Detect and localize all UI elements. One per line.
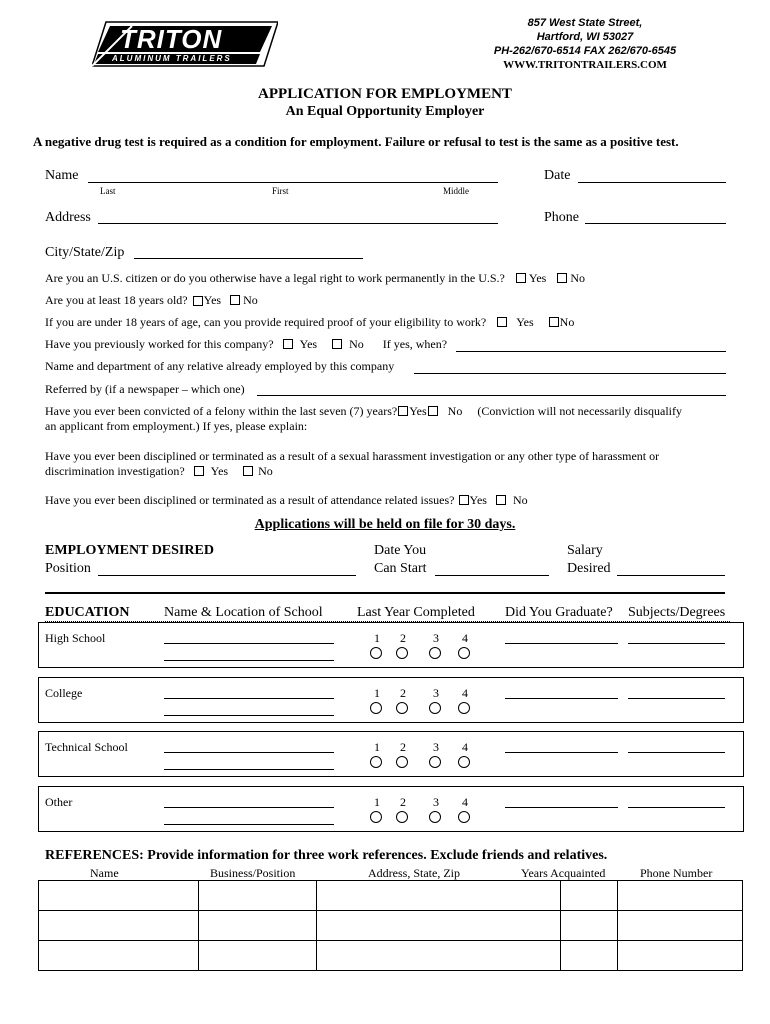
harassment-question-text: discrimination investigation? [45,464,185,478]
year-number: 3 [433,795,439,809]
ref-col-name: Name [90,866,119,880]
table-row [39,881,743,911]
other-graduated-field[interactable] [505,807,618,808]
technical-school-subjects-field[interactable] [628,752,725,753]
high-school-year-2-radio[interactable] [396,647,408,659]
education-row-high-school [38,622,744,668]
harassment-no-label: No [258,464,273,478]
technical-school-year-3-radio[interactable] [429,756,441,768]
section-divider [45,592,725,594]
ref-2-years-cell[interactable] [561,911,618,941]
high-school-school-name-field[interactable] [164,643,334,644]
ref-1-phone-cell[interactable] [618,881,743,911]
citizen-yes-label: Yes [528,271,547,285]
table-row [39,941,743,971]
other-school-name-field[interactable] [164,807,334,808]
felony-no-checkbox[interactable] [428,406,438,416]
year-number: 4 [462,795,468,809]
education-row-label: High School [45,631,106,645]
other-year-4-radio[interactable] [458,811,470,823]
references-table [38,880,743,971]
year-number: 1 [374,631,380,645]
date-field[interactable] [578,182,726,183]
technical-school-year-1-radio[interactable] [370,756,382,768]
harassment-question-line2 [45,464,273,479]
city-state-zip-label: City/State/Zip [45,245,125,260]
other-subjects-field[interactable] [628,807,725,808]
edu-col-graduate: Did You Graduate? [505,605,613,620]
age18-question-text: Are you at least 18 years old? [45,293,188,307]
felony-yes-checkbox[interactable] [398,406,408,416]
education-row-label: Technical School [45,740,128,754]
high-school-year-3-radio[interactable] [429,647,441,659]
edu-col-year: Last Year Completed [357,605,475,620]
year-number: 4 [462,686,468,700]
middle-label: Middle [443,186,469,196]
attendance-question-text: Have you ever been disciplined or terminated as a result of attendance related issues? [45,493,455,507]
high-school-school-location-field[interactable] [164,660,334,661]
address-line-1: 857 West State Street, [527,17,643,29]
technical-school-graduated-field[interactable] [505,752,618,753]
start-date-field[interactable] [435,575,549,576]
name-field[interactable] [88,182,498,183]
year-number: 4 [462,740,468,754]
first-label: First [272,186,289,196]
citizen-question [45,271,585,286]
relative-question: Name and department of any relative already employed by this company [45,359,395,373]
ref-3-phone-cell[interactable] [618,941,743,971]
drug-test-notice: A negative drug test is required as a condition for employment. Failure or refusal to test is the same as a positive test. [33,134,679,149]
year-number: 4 [462,631,468,645]
ref-1-years-cell[interactable] [561,881,618,911]
college-year-2-radio[interactable] [396,702,408,714]
phone-fax: PH-262/670-6514 FAX 262/670-6545 [493,45,677,57]
ref-1-address-cell[interactable] [317,881,561,911]
attendance-question [45,493,528,508]
felony-note: (Conviction will not necessarily disqualify [477,404,682,418]
education-row-label: Other [45,795,73,809]
worked-before-question [45,337,447,352]
worked-before-question-text: Have you previously worked for this company? [45,337,274,351]
worked-before-yes-label: Yes [299,337,318,351]
ref-2-phone-cell[interactable] [618,911,743,941]
college-graduated-field[interactable] [505,698,618,699]
address-line-2: Hartford, WI 53027 [536,31,634,43]
ref-col-phone: Phone Number [640,866,713,880]
date-you-label: Date You [374,543,427,558]
year-number: 3 [433,631,439,645]
references-heading: REFERENCES: Provide information for three work references. Exclude friends and relatives. [45,848,608,863]
name-label: Name [45,168,79,183]
table-row [39,911,743,941]
education-row-college [38,677,744,723]
citizen-no-checkbox[interactable] [557,273,567,283]
high-school-graduated-field[interactable] [505,643,618,644]
ref-col-business: Business/Position [210,866,296,880]
last-label: Last [100,186,116,196]
ref-col-address: Address, State, Zip [368,866,460,880]
under18-no-checkbox[interactable] [549,317,559,327]
education-row-other [38,786,744,832]
year-number: 3 [433,686,439,700]
ref-1-name-cell[interactable] [39,881,199,911]
city-state-zip-field[interactable] [134,258,363,259]
attendance-yes-label: Yes [469,493,487,507]
ref-2-address-cell[interactable] [317,911,561,941]
under18-yes-label: Yes [516,315,534,329]
college-year-1-radio[interactable] [370,702,382,714]
harassment-yes-label: Yes [210,464,229,478]
under18-no-label: No [559,315,575,329]
college-year-3-radio[interactable] [429,702,441,714]
ref-2-name-cell[interactable] [39,911,199,941]
salary-label: Salary [567,543,603,558]
citizen-no-label: No [570,271,586,285]
age18-question [45,293,258,308]
high-school-subjects-field[interactable] [628,643,725,644]
position-field[interactable] [98,575,356,576]
year-number: 1 [374,740,380,754]
ref-1-business-cell[interactable] [199,881,317,911]
college-school-name-field[interactable] [164,698,334,699]
employment-heading: EMPLOYMENT DESIRED [45,543,214,558]
relative-field[interactable] [414,373,726,374]
high-school-year-4-radio[interactable] [458,647,470,659]
age18-no-checkbox[interactable] [230,295,240,305]
felony-yes-label: Yes [409,404,427,418]
education-heading: EDUCATION [45,605,130,620]
year-number: 2 [400,686,406,700]
education-row-technical-school [38,731,744,777]
desired-label: Desired [567,561,611,576]
position-label: Position [45,561,91,576]
year-number: 1 [374,795,380,809]
college-subjects-field[interactable] [628,698,725,699]
logo-text: TRITON [120,24,223,54]
under18-yes-checkbox[interactable] [497,317,507,327]
website: WWW.TRITONTRAILERS.COM [503,59,667,71]
age18-no-label: No [243,293,258,307]
address-field[interactable] [98,223,498,224]
attendance-yes-checkbox[interactable] [459,495,469,505]
felony-question-text: Have you ever been convicted of a felony within the last seven (7) years? [45,404,398,418]
other-year-3-radio[interactable] [429,811,441,823]
college-year-4-radio[interactable] [458,702,470,714]
ref-3-years-cell[interactable] [561,941,618,971]
technical-school-school-location-field[interactable] [164,769,334,770]
technical-school-year-4-radio[interactable] [458,756,470,768]
other-year-1-radio[interactable] [370,811,382,823]
year-number: 2 [400,740,406,754]
year-number: 2 [400,631,406,645]
felony-explain: an applicant from employment.) If yes, please explain: [45,419,308,433]
age18-yes-label: Yes [203,293,222,307]
under18-question [45,315,574,330]
felony-no-label: No [447,404,463,418]
form-subtitle: An Equal Opportunity Employer [285,104,485,119]
ref-3-address-cell[interactable] [317,941,561,971]
edu-col-subjects: Subjects/Degrees [628,605,726,620]
ref-col-years: Years Acquainted [521,866,606,880]
other-year-2-radio[interactable] [396,811,408,823]
other-school-location-field[interactable] [164,824,334,825]
salary-field[interactable] [617,575,725,576]
ref-3-business-cell[interactable] [199,941,317,971]
can-start-label: Can Start [374,561,427,576]
under18-question-text: If you are under 18 years of age, can you provide required proof of your eligibility to work? [45,315,487,329]
attendance-no-label: No [512,493,528,507]
harassment-question-line1: Have you ever been disciplined or terminated as a result of a sexual harassment investigation or any other type of harassment or [45,449,660,463]
year-number: 1 [374,686,380,700]
edu-col-school: Name & Location of School [164,605,323,620]
worked-before-when-field[interactable] [456,351,726,352]
technical-school-school-name-field[interactable] [164,752,334,753]
ref-3-name-cell[interactable] [39,941,199,971]
hold-notice: Applications will be held on file for 30 days. [254,517,516,532]
citizen-question-text: Are you an U.S. citizen or do you otherwise have a legal right to work permanently in the U.S.? [45,271,505,285]
citizen-yes-checkbox[interactable] [516,273,526,283]
phone-field[interactable] [585,223,726,224]
education-row-label: College [45,686,83,700]
harassment-no-checkbox[interactable] [243,466,253,476]
logo-subtext: ALUMINUM TRAILERS [112,54,232,63]
company-address [470,16,700,72]
referred-field[interactable] [257,395,726,396]
high-school-year-1-radio[interactable] [370,647,382,659]
phone-label: Phone [544,210,579,225]
year-number: 2 [400,795,406,809]
date-label: Date [544,168,571,183]
if-yes-when-label: If yes, when? [382,337,448,351]
age18-yes-checkbox[interactable] [193,296,203,306]
form-title: APPLICATION FOR EMPLOYMENT [258,86,512,102]
college-school-location-field[interactable] [164,715,334,716]
technical-school-year-2-radio[interactable] [396,756,408,768]
worked-before-yes-checkbox[interactable] [283,339,293,349]
referred-question: Referred by (if a newspaper – which one) [45,382,245,396]
harassment-yes-checkbox[interactable] [194,466,204,476]
worked-before-no-label: No [349,337,364,351]
felony-question [45,404,682,419]
worked-before-no-checkbox[interactable] [332,339,342,349]
address-label: Address [45,210,91,225]
attendance-no-checkbox[interactable] [496,495,506,505]
ref-2-business-cell[interactable] [199,911,317,941]
year-number: 3 [433,740,439,754]
